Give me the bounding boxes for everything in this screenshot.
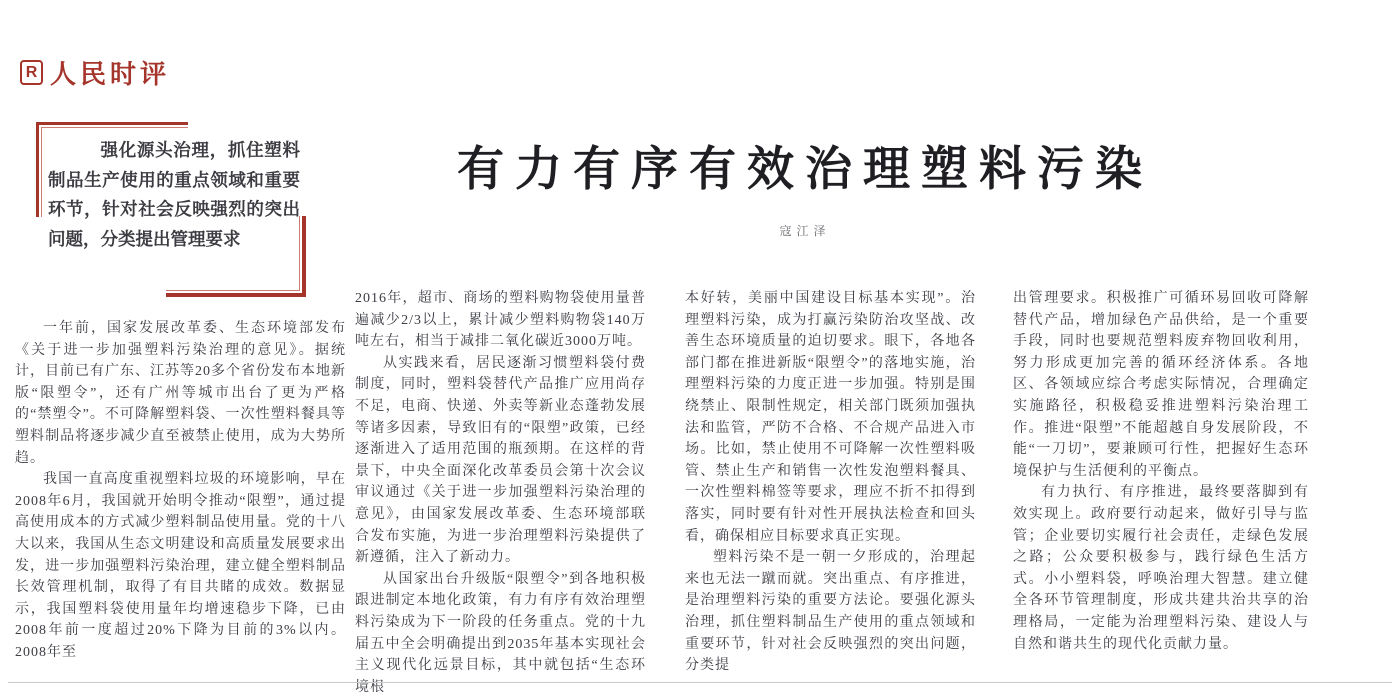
page-bottom-divider <box>8 682 1392 683</box>
masthead <box>20 54 170 91</box>
section-title: 人民时评 <box>50 59 171 89</box>
pull-quote: 强化源头治理，抓住塑料制品生产使用的重点领域和重要环节，针对社会反映强烈的突出问题，分类提出管理要求 <box>48 140 300 249</box>
paragraph: 2016年，超市、商场的塑料购物袋使用量普遍减少2/3以上，累计减少塑料购物袋140万吨左右，相当于减排二氧化碳近3000万吨。 <box>355 291 646 350</box>
people-daily-logo-icon: R <box>20 60 43 85</box>
paragraph: 一年前，国家发展改革委、生态环境部发布《关于进一步加强塑料污染治理的意见》。据统计，目前已有广东、江苏等20多个省份发布本地新版“限塑令”，还有广州等城市出台了更为严格的“禁塑令”。不可降解塑料袋、一次性塑料餐具等塑料制品将逐步减少直至被禁止使用，成为大势所趋。 <box>15 321 346 466</box>
paragraph: 出管理要求。积极推广可循环易回收可降解替代产品，增加绿色产品供给，是一个重要手段，同时也要规范塑料废弃物回收利用，努力形成更加完善的循环经济体系。各地区、各领域应综合考虑实际情况，合理确定实施路径，积极稳妥推进塑料污染治理工作。推进“限塑”不能超越自身发展阶段，不能“一刀切”，要兼顾可行性，把握好生态环境保护与生活便利的平衡点。 <box>1013 291 1309 479</box>
paragraph: 塑料污染不是一朝一夕形成的，治理起来也无法一蹴而就。突出重点、有序推进，是治理塑料污染的重要方法论。要强化源头治理，抓住塑料制品生产使用的重点领域和重要环节，针对社会反映强烈的突出问题，分类提 <box>685 550 976 674</box>
body-column-4 <box>1013 288 1309 664</box>
body-column-2 <box>355 288 646 695</box>
article-title: 有力有序有效治理塑料污染 <box>457 142 1153 195</box>
paragraph: 我国一直高度重视塑料垃圾的环境影响，早在2008年6月，我国就开始明令推动“限塑”，通过提高使用成本的方式减少塑料制品使用量。党的十八大以来，我国从生态文明建设和高质量发展要求出发，进一步加强塑料污染治理，建立健全塑料制品长效管理机制，取得了有目共睹的成效。数据显示，我国塑料袋使用量年均增速稳步下降，已由2008年前一度超过20%下降为目前的3%以内。2008年至 <box>15 472 346 660</box>
headline-block <box>340 138 1270 239</box>
body-column-3 <box>685 288 976 674</box>
paragraph: 从国家出台升级版“限塑令”到各地积极跟进制定本地化政策，有力有序有效治理塑料污染成为下一阶段的任务重点。党的十九届五中全会明确提出到2035年基本实现社会主义现代化远景目标，其中就包括“生态环境根 <box>355 571 646 695</box>
paragraph: 从实践来看，居民逐渐习惯塑料袋付费制度，同时，塑料袋替代产品推广应用尚存不足，电商、快递、外卖等新业态蓬勃发展等诸多因素，导致旧有的“限塑”政策，已经逐渐进入了适用范围的瓶颈期。在这样的背景下，中央全面深化改革委员会第十次会议审议通过《关于进一步加强塑料污染治理的意见》，由国家发展改革委、生态环境部联合发布实施，为进一步治理塑料污染提供了新遵循，注入了新动力。 <box>355 355 646 566</box>
paragraph: 本好转，美丽中国建设目标基本实现”。治理塑料污染，成为打赢污染防治攻坚战、改善生态环境质量的迫切要求。眼下，各地各部门都在推进新版“限塑令”的落地实施，治理塑料污染的力度正进一步加强。特别是围绕禁止、限制性规定，相关部门既须加强执法和监管，严防不合格、不合规产品进入市场。比如，禁止使用不可降解一次性塑料吸管、禁止生产和销售一次性发泡塑料餐具、一次性塑料棉签等要求，理应不折不扣得到落实，同时要有针对性开展执法检查和回头看，确保相应目标要求真正实现。 <box>685 291 976 544</box>
body-column-1 <box>15 318 346 664</box>
article-author: 寇江泽 <box>779 224 831 238</box>
paragraph: 有力执行、有序推进，最终要落脚到有效实现上。政府要行动起来，做好引导与监管；企业要切实履行社会责任，走绿色发展之路；公众要积极参与，践行绿色生活方式。小小塑料袋，呼唤治理大智慧。建立健全各环节管理制度，形成共建共治共享的治理格局，一定能为治理塑料污染、建设人与自然和谐共生的现代化贡献力量。 <box>1013 485 1309 652</box>
